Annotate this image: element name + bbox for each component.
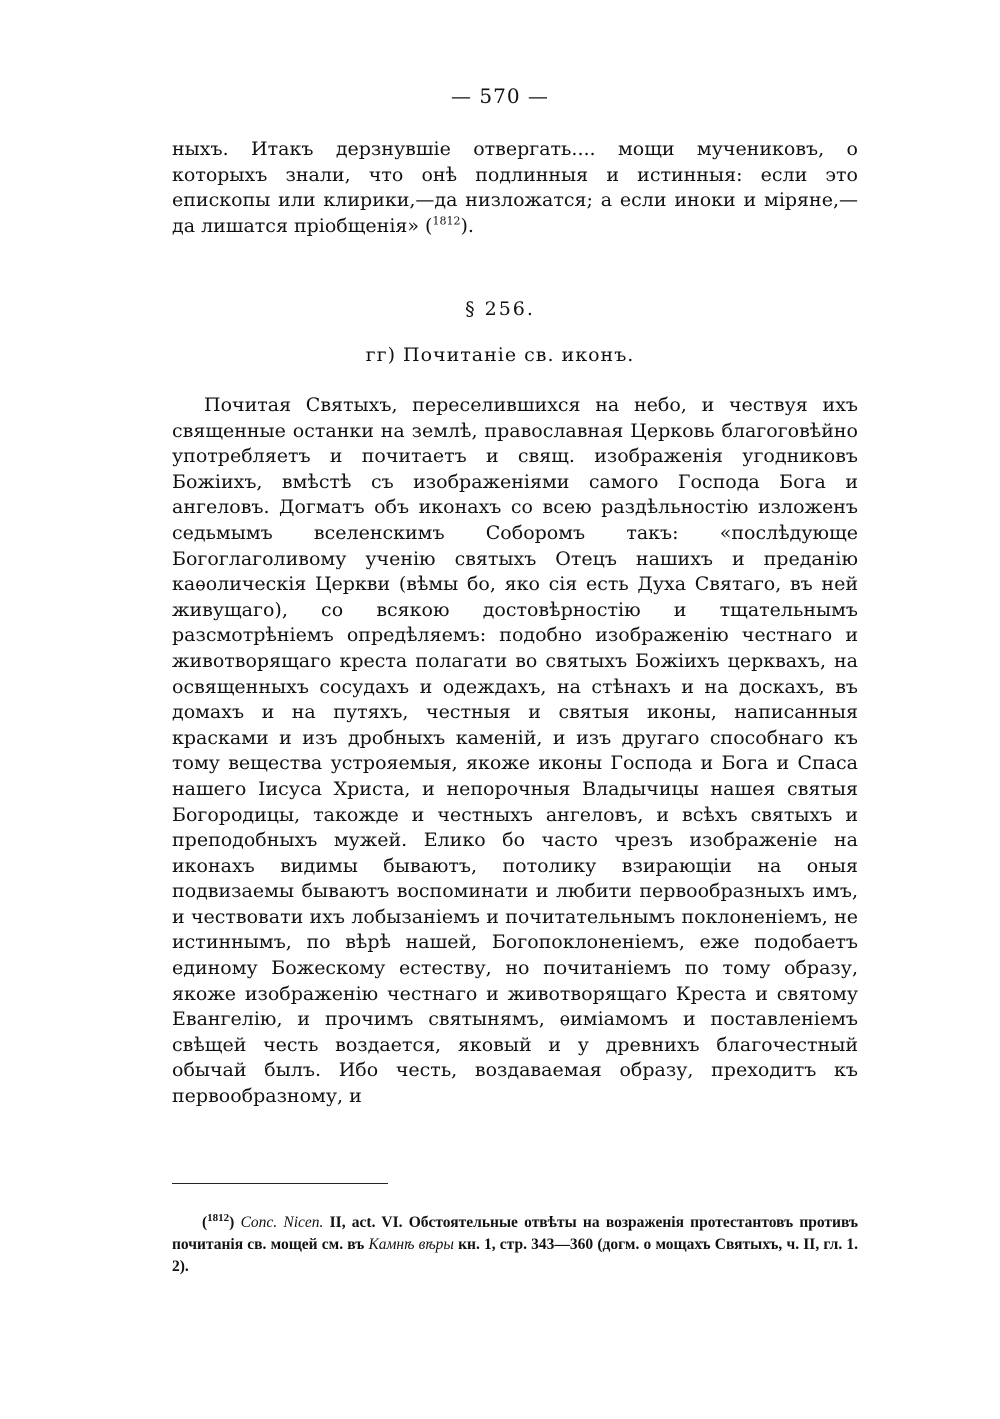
page-number: — 570 — [451, 84, 549, 108]
footnote-reference[interactable]: 1812 [432, 214, 461, 228]
section-title: гг) Почитаніе св. иконъ. [365, 344, 635, 366]
section-number: § 256. [465, 298, 535, 320]
footnote-source: Conc. Nicen. [240, 1214, 324, 1231]
lead-paragraph-text: ныхъ. Итакъ дерзнувшіе отвергать.... мощи мучениковъ, о которыхъ знали, что онѣ подлинныя и истинныя: если это епископы или клирики,—да низложатся; а если иноки и міряне,—да лишатся пріобщенія» ( [172, 138, 858, 237]
footnote-marker: 1812 [207, 1211, 230, 1224]
main-paragraph [172, 393, 858, 1110]
footnote-text-1: II, act. VI. Обстоятельные отвѣты на возраженія протестантовъ противъ почитанія св. мощей см. въ [172, 1214, 859, 1253]
footnote: ($^{1812}$) Conc. Nicen. II, act. VI. Обстоятельные отвѣты на возраженія протестантовъ противъ почитанія св. мощей см. въ Камнѣ вѣры кн. 1, стр. 343—360 (догм. о мощахъ Святыхъ, ч. II, гл. 1. 2). [172, 1211, 859, 1275]
footnote-book-title: Камнѣ вѣры [368, 1236, 454, 1253]
footnote-text-2: кн. 1, стр. 343—360 (догм. о мощахъ Святыхъ, ч. II, гл. 1. 2). [172, 1236, 858, 1275]
main-paragraph-text: Почитая Святыхъ, переселившихся на небо, и чествуя ихъ священные останки на землѣ, православная Церковь благоговѣйно употребляетъ и почитаетъ и свящ. изображенія угодниковъ Божіихъ, вмѣстѣ съ изображеніями самого Господа Бога и ангеловъ. Догматъ объ иконахъ со всею раздѣльностію изложенъ седьмымъ вселенскимъ Соборомъ такъ: «послѣдующе Богоглаголивому ученію святыхъ Отецъ нашихъ и преданію каѳолическія Церкви (вѣмы бо, яко сія есть Духа Святаго, въ ней живущаго), со всякою достовѣрностію и тщательнымъ разсмотрѣніемъ опредѣляемъ: подобно изображенію честнаго и животворящаго креста полагати во святыхъ Божіихъ церквахъ, на освященныхъ сосудахъ и одеждахъ, на стѣнахъ и на доскахъ, въ домахъ и на путяхъ, честныя и святыя иконы, написанныя красками и изъ дробныхъ каменій, и изъ другаго способнаго къ тому вещества устрояемыя, якоже иконы Господа и Бога и Спаса нашего Іисуса Христа, и непорочныя Владычицы нашея святыя Богородицы, такожде и честныхъ ангеловъ, и всѣхъ святыхъ и преподобныхъ мужей. Елико бо часто чрезъ изображеніе на иконахъ видимы бываютъ, потолику взирающіи на оныя подвизаемы бываютъ воспоминати и любити первообразныхъ имъ, и чествовати ихъ лобызаніемъ и почитательнымъ поклоненіемъ, не истиннымъ, по вѣрѣ нашей, Богопоклоненіемъ, еже подобаетъ единому Божескому естеству, но почитаніемъ по тому образу, якоже изображенію честнаго и животворящаго Креста и святому Евангелію, и прочимъ святынямъ, ѳиміамомъ и поставленіемъ свѣщей честь воздается, яковый и у древнихъ благочестный обычай былъ. Ибо честь, воздаваемая образу, преходитъ къ первообразному, и [172, 394, 858, 1108]
footnote-divider [172, 1183, 388, 1184]
lead-paragraph [172, 137, 858, 239]
lead-paragraph-tail: ). [460, 214, 474, 237]
